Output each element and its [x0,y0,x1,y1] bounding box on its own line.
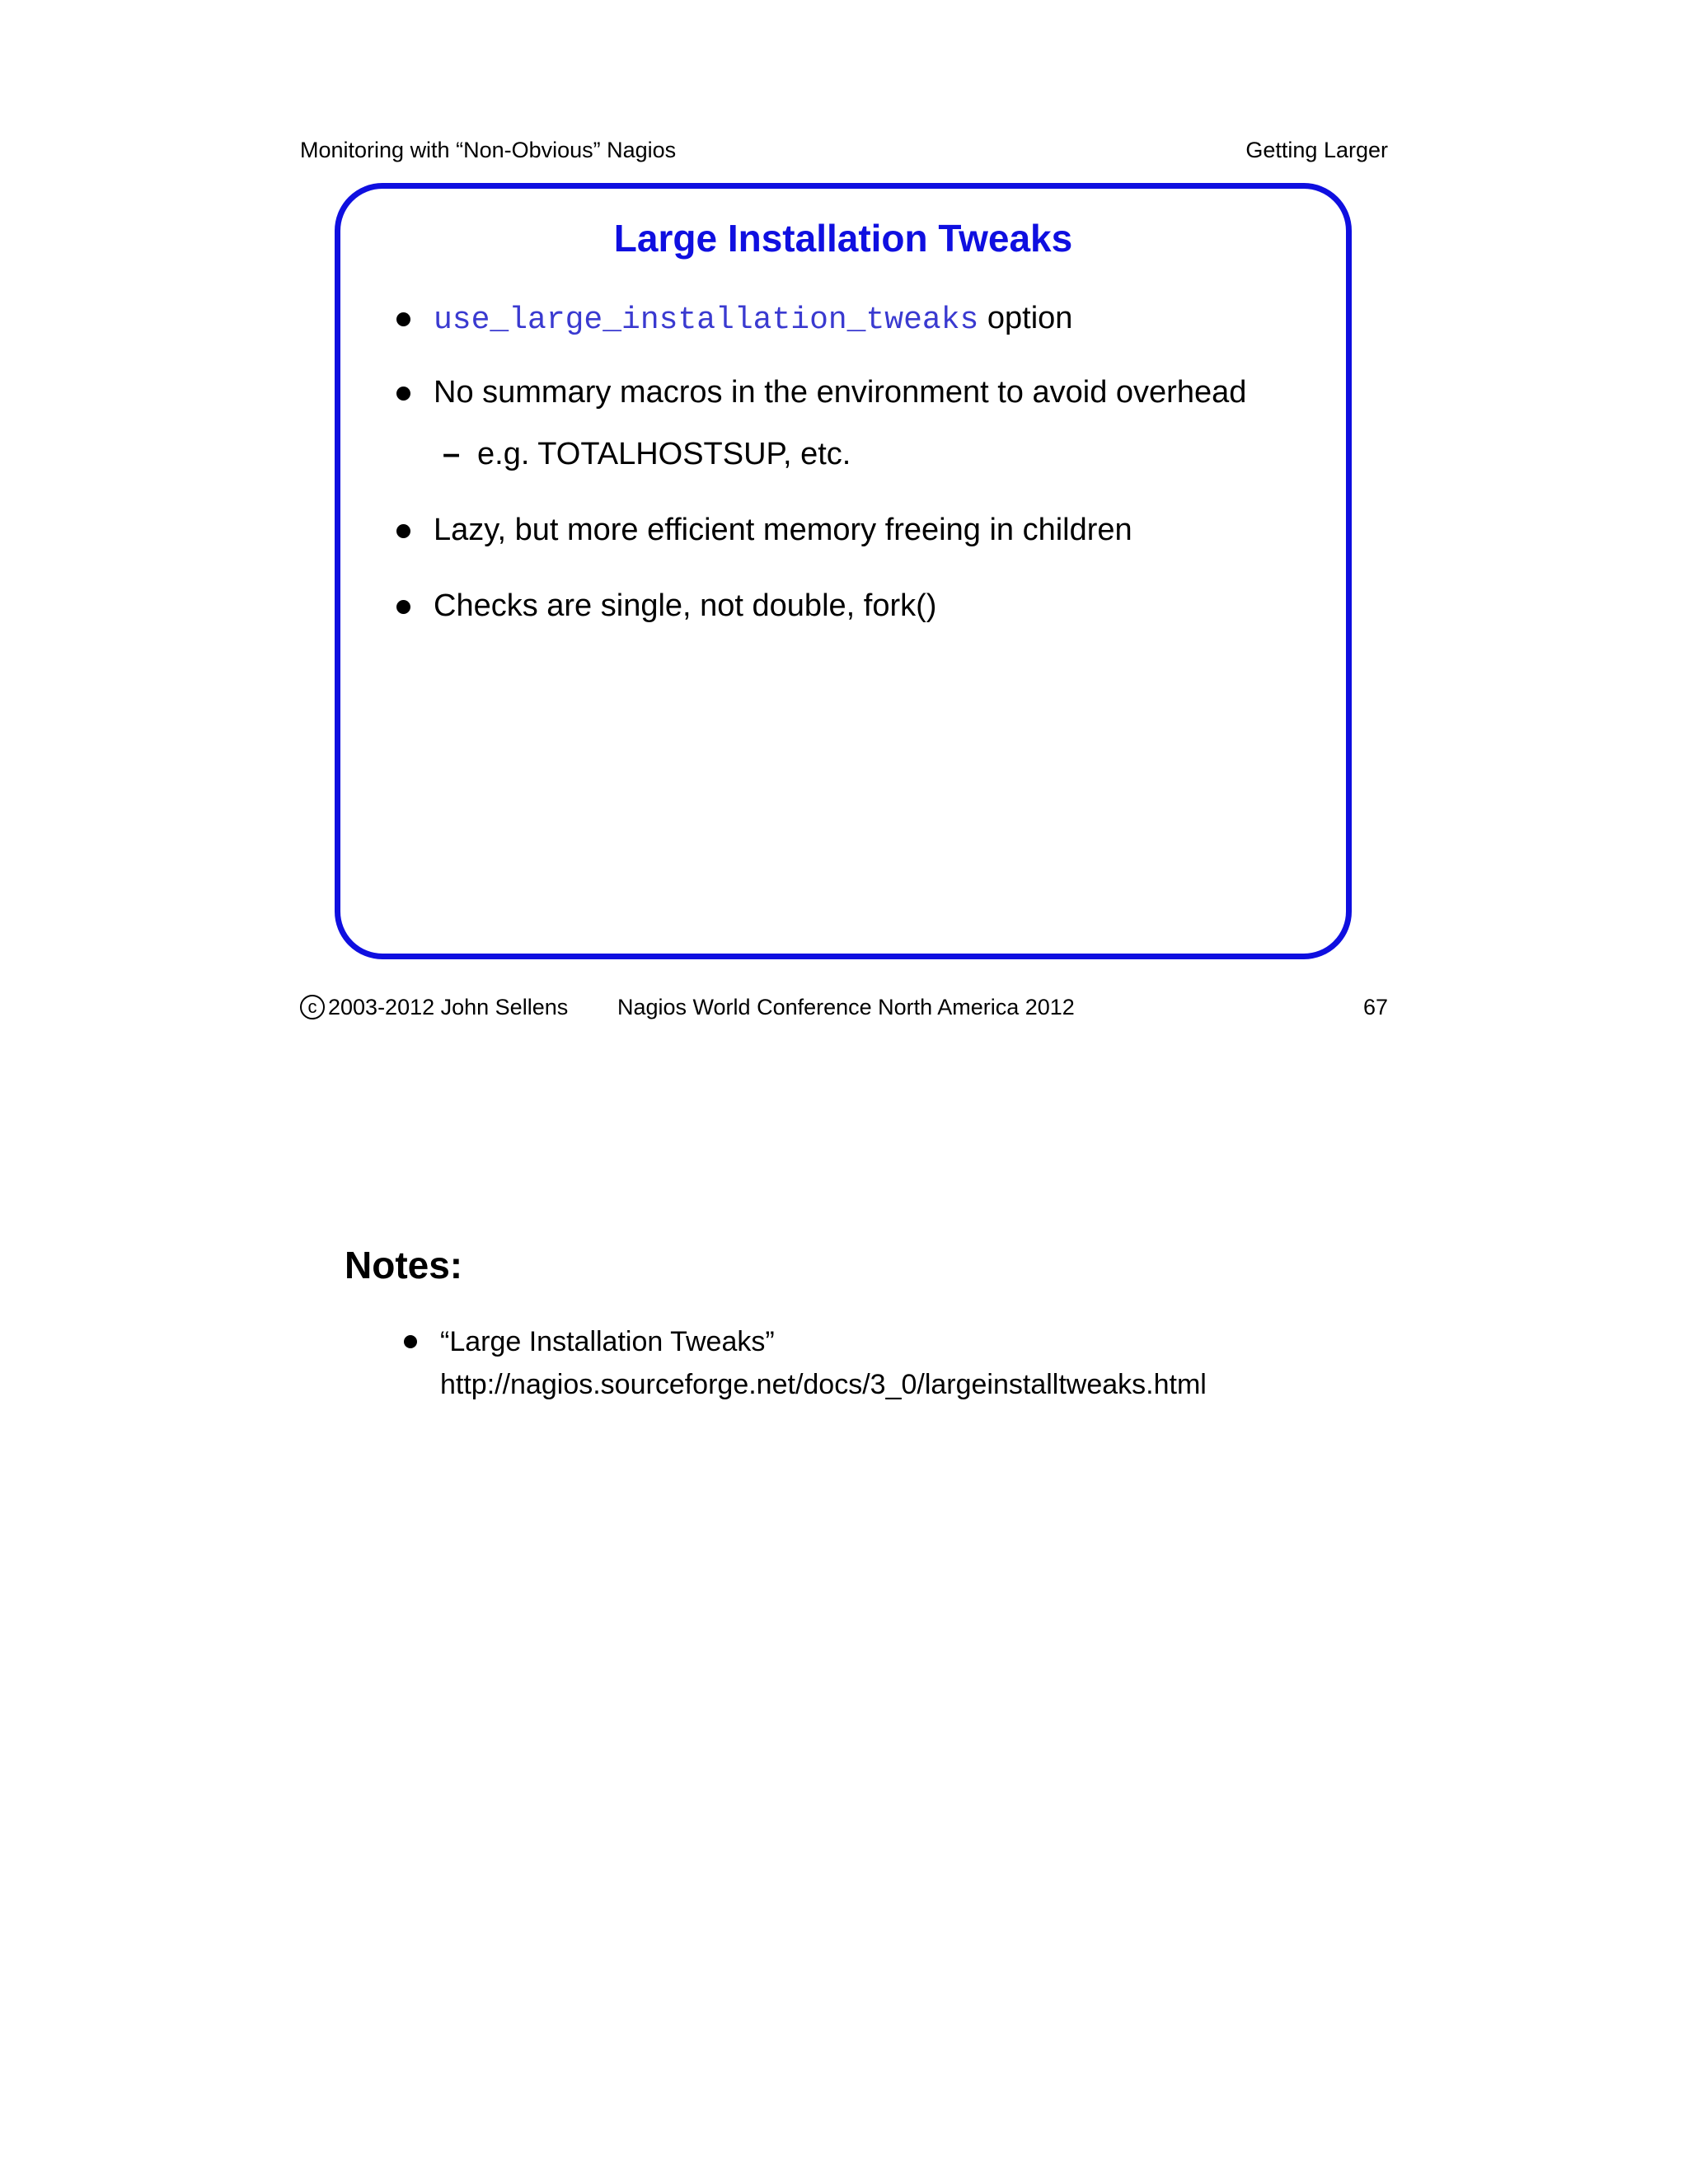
copyright-text: 2003-2012 John Sellens [328,995,569,1019]
notes-heading: Notes: [345,1244,463,1286]
bullet-text: Checks are single, not double, fork() [434,588,937,623]
bullet-text: No summary macros in the environment to avoid overhead [434,375,1247,410]
bullet-text: option [978,301,1073,335]
page-header [300,134,1388,166]
notes-item-title: “Large Installation Tweaks” [440,1326,775,1357]
footer-conference: Nagios World Conference North America 2012 [617,995,1075,1019]
bullet-icon [396,524,410,538]
bullet-icon [396,387,410,401]
dash-marker: – [443,437,461,471]
bullet-text: Lazy, but more efficient memory freeing in children [434,513,1132,547]
page-number: 67 [1362,995,1388,1019]
bullet-icon [396,600,410,614]
slide-sub-bullet-1 [443,434,851,475]
slide-title: Large Installation Tweaks [613,217,1073,260]
slide-frame [335,183,1352,959]
footer-copyright [300,991,568,1024]
sub-bullet-text: e.g. TOTALHOSTSUP, etc. [477,437,851,471]
copyright-icon: c [300,995,325,1019]
bullet-icon [404,1335,417,1348]
notes-item-url[interactable]: http://nagios.sourceforge.net/docs/3_0/largeinstalltweaks.html [440,1369,1207,1400]
config-option-code: use_large_installation_tweaks [434,302,979,338]
page-footer [300,991,1388,1024]
header-section-title: Getting Larger [1245,138,1388,162]
bullet-icon [396,312,410,326]
header-document-title: Monitoring with “Non-Obvious” Nagios [300,138,677,162]
